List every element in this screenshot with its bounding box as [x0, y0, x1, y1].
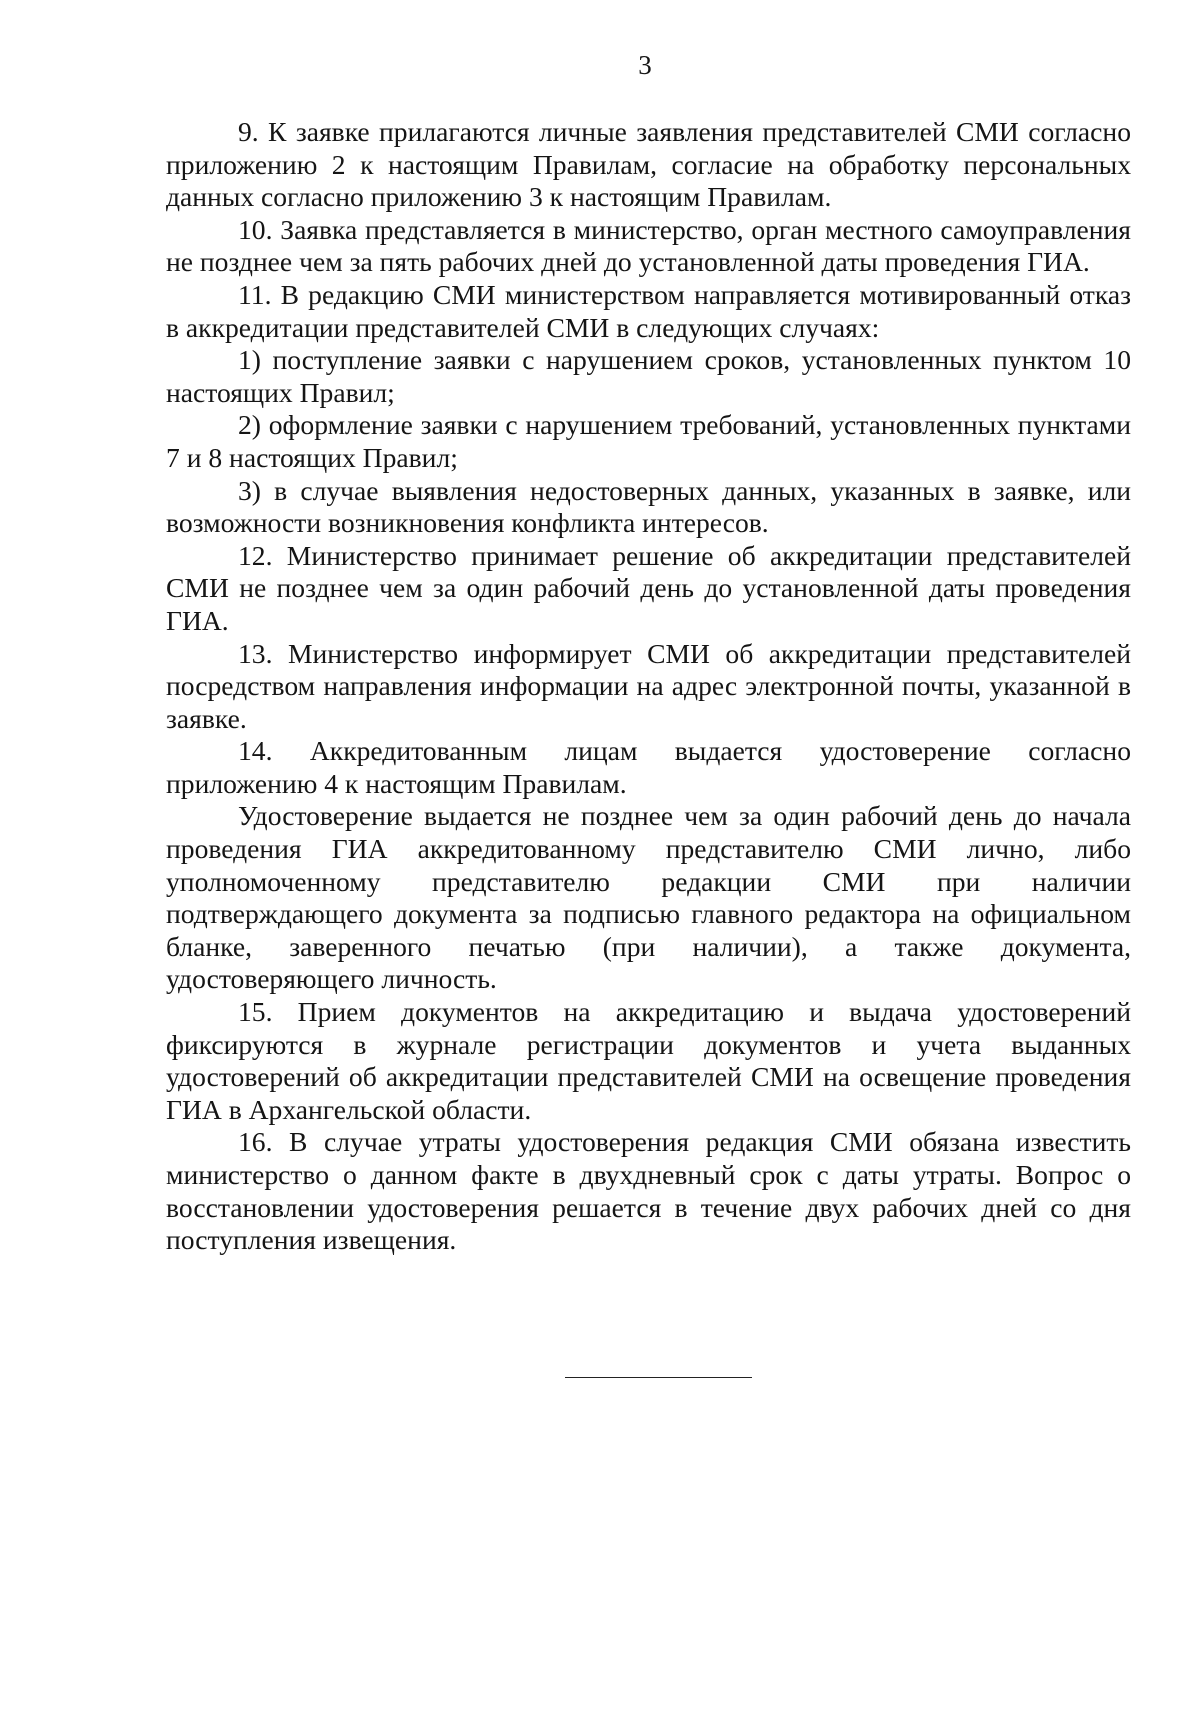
paragraph-item-12: 12. Министерство принимает решение об аккредитации представителей СМИ не позднее чем за один рабочий день до установленной даты проведения ГИА. [166, 539, 1131, 636]
paragraph-item-10: 10. Заявка представляется в министерство, орган местного самоуправления не позднее чем за пять рабочих дней до установленной даты проведения ГИА. [166, 213, 1131, 278]
paragraph-subitem-3: 3) в случае выявления недостоверных данных, указанных в заявке, или возможности возникновения конфликта интересов. [166, 474, 1131, 539]
paragraph-certificate-issuance: Удостоверение выдается не позднее чем за один рабочий день до начала проведения ГИА аккредитованному представителю СМИ лично, либо уполномоченному представителю редакции СМИ при наличии подтверждающего документа за подписью главного редактора на официальном бланке, заверенного печатью (при наличии), а также документа, удостоверяющего личность. [166, 800, 1131, 995]
paragraph-item-14: 14. Аккредитованным лицам выдается удостоверение согласно приложению 4 к настоящим Правилам. [166, 735, 1131, 799]
paragraph-item-16: 16. В случае утраты удостоверения редакция СМИ обязана известить министерство о данном факте в двухдневный срок с даты утраты. Вопрос о восстановлении удостоверения решается в течение двух рабочих дней со дня поступления извещения. [166, 1126, 1131, 1256]
paragraph-item-11: 11. В редакцию СМИ министерством направляется мотивированный отказ в аккредитации представителей СМИ в следующих случаях: [166, 278, 1131, 343]
paragraph-item-9: 9. К заявке прилагаются личные заявления представителей СМИ согласно приложению 2 к настоящим Правилам, согласие на обработку персональных данных согласно приложению 3 к настоящим Правилам. [166, 116, 1131, 213]
document-body [166, 116, 1131, 1257]
paragraph-subitem-1: 1) поступление заявки с нарушением сроков, установленных пунктом 10 настоящих Правил; [166, 344, 1131, 408]
paragraph-item-15: 15. Прием документов на аккредитацию и выдача удостоверений фиксируются в журнале регистрации документов и учета выданных удостоверений об аккредитации представителей СМИ на освещение проведения ГИА в Архангельской области. [166, 996, 1131, 1125]
page-number: 3 [638, 50, 652, 80]
paragraph-subitem-2: 2) оформление заявки с нарушением требований, установленных пунктами 7 и 8 настоящих Правил; [166, 409, 1131, 473]
closing-rule [565, 1377, 752, 1378]
paragraph-item-13: 13. Министерство информирует СМИ об аккредитации представителей посредством направления информации на адрес электронной почты, указанной в заявке. [166, 637, 1131, 734]
